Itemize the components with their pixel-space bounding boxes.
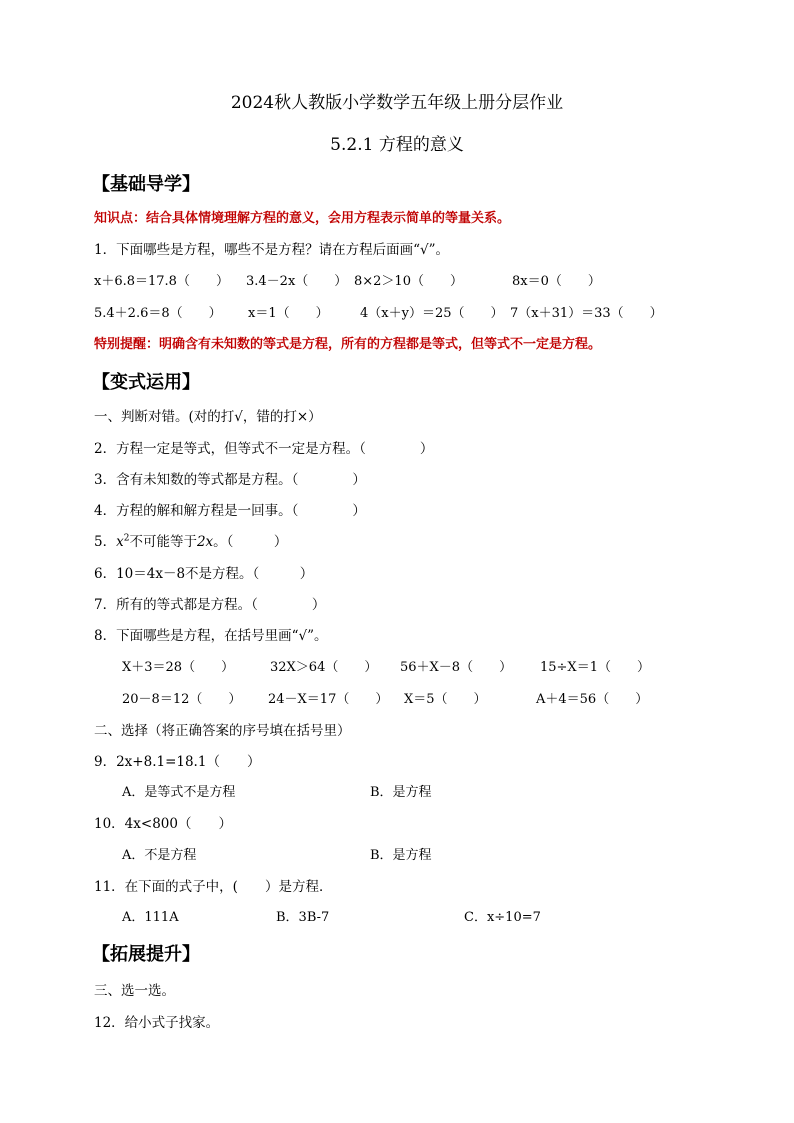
q11-option-c: C．x÷10=7 bbox=[464, 910, 541, 925]
question-5 bbox=[94, 530, 287, 550]
q5-mid: 不可能等于 bbox=[129, 534, 197, 550]
q8-item: 24－X＝17（ ） bbox=[268, 692, 389, 707]
question-8: 8．下面哪些是方程，在括号里画“√”。 bbox=[94, 628, 328, 644]
question-7: 7．所有的等式都是方程。（ ） bbox=[94, 597, 326, 613]
q8-item: 15÷X＝1（ ） bbox=[540, 660, 650, 675]
q1-item: x＋6.8＝17.8（ ） bbox=[94, 274, 229, 289]
page-title: 2024秋人教版小学数学五年级上册分层作业 bbox=[230, 93, 564, 113]
q8-item: X＝5（ ） bbox=[404, 692, 487, 707]
question-12: 12．给小式子找家。 bbox=[94, 1015, 220, 1031]
q11-option-b: B．3B-7 bbox=[276, 910, 330, 925]
q8-item: 32X＞64（ ） bbox=[270, 660, 378, 675]
q10-option-a: A．不是方程 bbox=[122, 848, 197, 863]
page-subtitle: 5.2.1 方程的意义 bbox=[330, 135, 464, 155]
q1-item: 4（x＋y）＝25（ ） bbox=[360, 306, 504, 321]
part-3-title: 三、选一选。 bbox=[94, 983, 175, 999]
q9-option-a: A．是等式不是方程 bbox=[122, 785, 236, 800]
knowledge-point: 知识点：结合具体情境理解方程的意义，会用方程表示简单的等量关系。 bbox=[94, 211, 511, 226]
q11-option-a: A．111A bbox=[122, 910, 179, 925]
q5-expression: 2x bbox=[196, 534, 214, 550]
section-heading-extension: 【拓展提升】 bbox=[92, 944, 200, 965]
q10-option-b: B．是方程 bbox=[370, 848, 432, 863]
part-2-title: 二、选择（将正确答案的序号填在括号里） bbox=[94, 723, 351, 739]
q8-item: 20－8＝12（ ） bbox=[122, 692, 242, 707]
section-heading-basic: 【基础导学】 bbox=[92, 174, 200, 195]
q1-item: 5.4＋2.6＝8（ ） bbox=[94, 306, 222, 321]
part-1-title: 一、判断对错。(对的打√，错的打×） bbox=[94, 409, 322, 425]
q9-option-b: B．是方程 bbox=[370, 785, 432, 800]
q8-item: 56＋X－8（ ） bbox=[400, 660, 513, 675]
q5-variable: x bbox=[116, 534, 124, 550]
q5-exponent: 2 bbox=[123, 533, 130, 544]
q5-prefix: 5． bbox=[94, 534, 117, 550]
q1-item: x＝1（ ） bbox=[248, 306, 329, 321]
section-heading-variant: 【变式运用】 bbox=[92, 372, 200, 393]
q5-suffix: 。（ ） bbox=[213, 534, 288, 550]
question-9: 9．2x+8.1=18.1（ ） bbox=[94, 754, 261, 770]
question-3: 3．含有未知数的等式都是方程。（ ） bbox=[94, 472, 366, 488]
question-4: 4．方程的解和解方程是一回事。（ ） bbox=[94, 503, 366, 519]
q8-item: X＋3＝28（ ） bbox=[122, 660, 235, 675]
q1-item: 8x＝0（ ） bbox=[512, 274, 601, 289]
question-10: 10．4x<800（ ） bbox=[94, 816, 232, 832]
q8-item: A＋4＝56（ ） bbox=[536, 692, 649, 707]
question-6: 6．10＝4x－8不是方程。（ ） bbox=[94, 566, 314, 582]
question-2: 2．方程一定是等式，但等式不一定是方程。（ ） bbox=[94, 441, 434, 457]
question-1: 1．下面哪些是方程，哪些不是方程？请在方程后面画“√”。 bbox=[94, 242, 449, 258]
q1-item: 8×2＞10（ ） bbox=[354, 274, 463, 289]
q1-item: 7（x＋31）＝33（ ） bbox=[510, 306, 663, 321]
q1-item: 3.4－2x（ ） bbox=[246, 274, 348, 289]
special-tip: 特别提醒：明确含有未知数的等式是方程，所有的方程都是等式，但等式不一定是方程。 bbox=[94, 337, 602, 352]
question-11: 11．在下面的式子中，( ）是方程． bbox=[94, 879, 333, 895]
